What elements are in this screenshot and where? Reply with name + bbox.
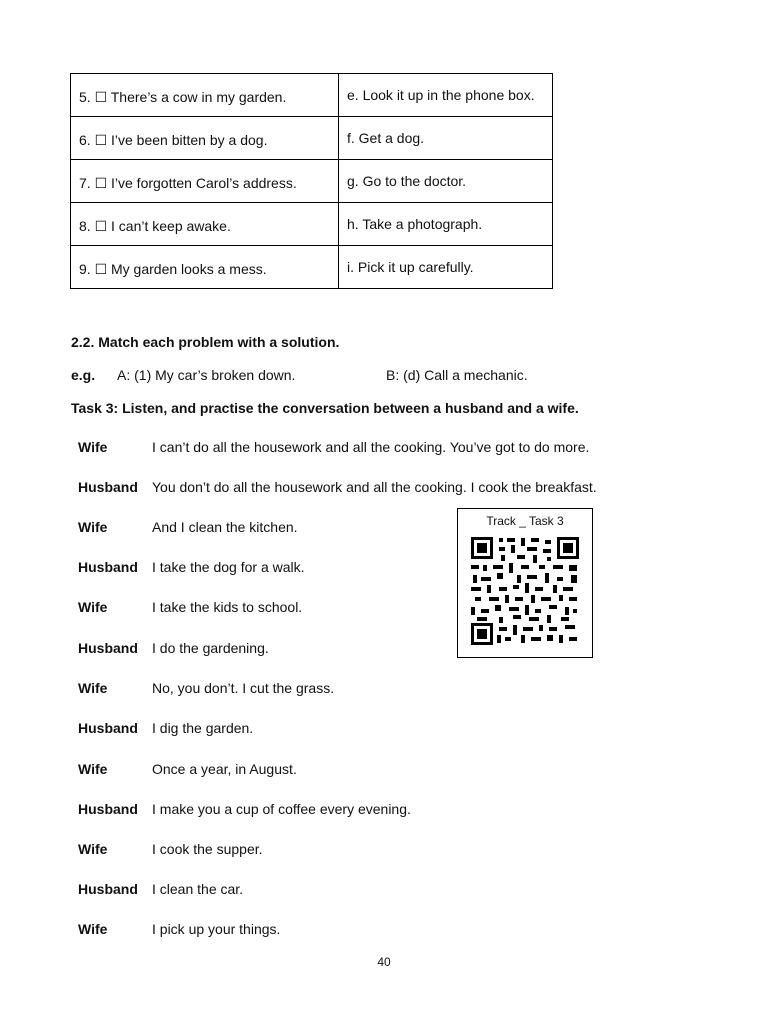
dialogue-line: You don’t do all the housework and all the cooking. I cook the breakfast. <box>152 479 597 495</box>
speaker: Wife <box>78 599 108 615</box>
problem-cell: 6. ☐ I’ve been bitten by a dog. <box>71 117 339 160</box>
dialogue-row <box>78 761 297 777</box>
example-a: A: (1) My car’s broken down. <box>117 367 296 383</box>
table-row <box>71 117 553 160</box>
problem-cell: 5. ☐ There’s a cow in my garden. <box>71 74 339 117</box>
dialogue-line: I take the dog for a walk. <box>152 559 305 575</box>
dialogue-row <box>78 801 411 817</box>
speaker: Husband <box>78 640 138 656</box>
table-row <box>71 160 553 203</box>
speaker: Wife <box>78 841 108 857</box>
qr-caption: Track _ Task 3 <box>486 514 564 528</box>
dialogue-row <box>78 479 597 495</box>
audio-track-qr-box <box>457 508 593 658</box>
dialogue-row <box>78 680 334 696</box>
example-label: e.g. <box>71 367 96 383</box>
dialogue-row <box>78 720 253 736</box>
example-b: B: (d) Call a mechanic. <box>386 367 528 383</box>
problem-cell: 7. ☐ I’ve forgotten Carol’s address. <box>71 160 339 203</box>
dialogue-row <box>78 519 298 535</box>
dialogue-line: I can’t do all the housework and all the cooking. You’ve got to do more. <box>152 439 590 455</box>
speaker: Wife <box>78 680 108 696</box>
dialogue-row <box>78 439 589 455</box>
problem-cell: 9. ☐ My garden looks a mess. <box>71 246 339 289</box>
solution-cell: g. Go to the doctor. <box>339 160 553 203</box>
section-2-2-heading: 2.2. Match each problem with a solution. <box>71 334 340 350</box>
qr-code-icon <box>469 535 581 647</box>
dialogue-row <box>78 841 263 857</box>
solution-cell: e. Look it up in the phone box. <box>339 74 553 117</box>
speaker: Husband <box>78 479 138 495</box>
speaker: Husband <box>78 559 138 575</box>
dialogue-line: I do the gardening. <box>152 640 269 656</box>
speaker: Wife <box>78 439 108 455</box>
speaker: Wife <box>78 761 108 777</box>
table-row <box>71 246 553 289</box>
dialogue-row <box>78 640 269 656</box>
task3-heading: Task 3: Listen, and practise the conversation between a husband and a wife. <box>71 400 579 416</box>
page-number: 40 <box>377 955 391 969</box>
dialogue-row <box>78 559 305 575</box>
speaker: Husband <box>78 720 138 736</box>
speaker: Husband <box>78 881 138 897</box>
solution-cell: f. Get a dog. <box>339 117 553 160</box>
example-line <box>71 367 528 383</box>
speaker: Wife <box>78 519 108 535</box>
table-row <box>71 203 553 246</box>
dialogue-line: No, you don’t. I cut the grass. <box>152 680 335 696</box>
speaker: Wife <box>78 921 108 937</box>
dialogue-line: I take the kids to school. <box>152 599 303 615</box>
table-row <box>71 74 553 117</box>
speaker: Husband <box>78 801 138 817</box>
problem-cell: 8. ☐ I can’t keep awake. <box>71 203 339 246</box>
dialogue-line: I pick up your things. <box>152 921 281 937</box>
dialogue-line: I make you a cup of coffee every evening. <box>152 801 411 817</box>
dialogue-row <box>78 921 280 937</box>
solution-cell: i. Pick it up carefully. <box>339 246 553 289</box>
solution-cell: h. Take a photograph. <box>339 203 553 246</box>
dialogue-row <box>78 599 302 615</box>
dialogue-line: I cook the supper. <box>152 841 263 857</box>
problem-solution-table <box>70 73 553 289</box>
dialogue-row <box>78 881 243 897</box>
dialogue-line: I clean the car. <box>152 881 244 897</box>
dialogue-line: Once a year, in August. <box>152 761 297 777</box>
dialogue-line: And I clean the kitchen. <box>152 519 298 535</box>
dialogue-line: I dig the garden. <box>152 720 254 736</box>
